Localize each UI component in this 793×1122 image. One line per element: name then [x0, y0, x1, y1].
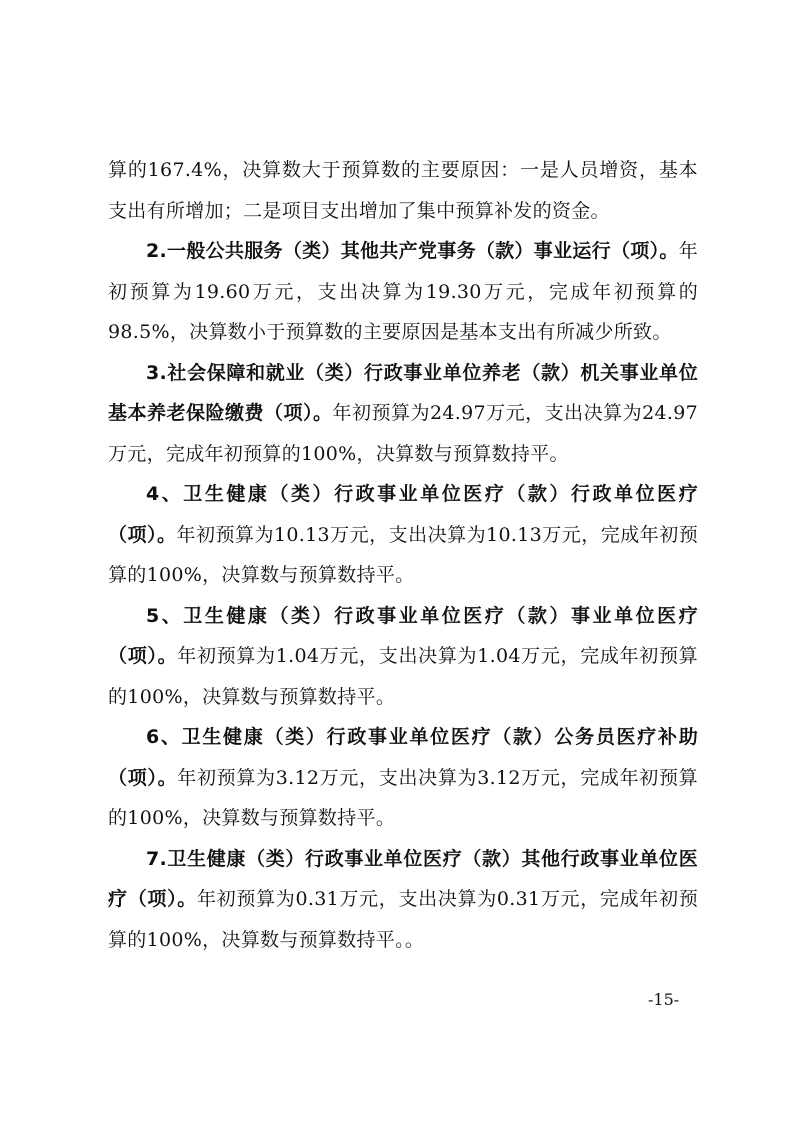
paragraph-2 [108, 231, 698, 353]
paragraph-6-text: 年初预算为3.12万元，支出决算为3.12万元，完成年初预算的100%，决算数与预算数持平。 [108, 766, 698, 829]
paragraph-3-text: 年初预算为24.97万元，支出决算为24.97万元，完成年初预算的100%，决算数与预算数持平。 [108, 402, 699, 465]
page-number: -15- [648, 990, 680, 1009]
paragraph-3-heading: 3.社会保障和就业（类）行政事业单位养老（款）机关事业单位基本养老保险缴费（项）。 [108, 361, 698, 424]
paragraph-4-text: 年初预算为10.13万元，支出决算为10.13万元，完成年初预算的100%，决算数与预算数持平。 [108, 523, 699, 586]
document-body [108, 150, 698, 960]
paragraph-7 [108, 839, 698, 961]
paragraph-4 [108, 474, 698, 596]
paragraph-5-heading: 5、卫生健康（类）行政事业单位医疗（款）事业单位医疗（项）。 [108, 604, 698, 667]
paragraph-3 [108, 353, 698, 475]
paragraph-2-text: 年初预算为19.60万元，支出决算为19.30万元，完成年初预算的98.5%，决算数小于预算数的主要原因是基本支出有所减少所致。 [108, 240, 698, 343]
paragraph-7-text: 年初预算为0.31万元，支出决算为0.31万元，完成年初预算的100%，决算数与预算数持平。。 [108, 888, 698, 951]
paragraph-6 [108, 717, 698, 839]
paragraph-6-heading: 6、卫生健康（类）行政事业单位医疗（款）公务员医疗补助（项）。 [108, 726, 698, 789]
paragraph-7-heading: 7.卫生健康（类）行政事业单位医疗（款）其他行政事业单位医疗（项）。 [108, 847, 698, 910]
paragraph-2-heading: 2.一般公共服务（类）其他共产党事务（款）事业运行（项）。 [146, 240, 679, 262]
paragraph-5-text: 年初预算为1.04万元，支出决算为1.04万元，完成年初预算的100%，决算数与预算数持平。 [108, 645, 698, 708]
paragraph-4-heading: 4、卫生健康（类）行政事业单位医疗（款）行政单位医疗（项）。 [108, 483, 698, 546]
paragraph-1-continued [108, 150, 698, 231]
paragraph-1-text: 算的167.4%，决算数大于预算数的主要原因：一是人员增资，基本支出有所增加；二是项目支出增加了集中预算补发的资金。 [108, 159, 698, 222]
paragraph-5 [108, 596, 698, 718]
